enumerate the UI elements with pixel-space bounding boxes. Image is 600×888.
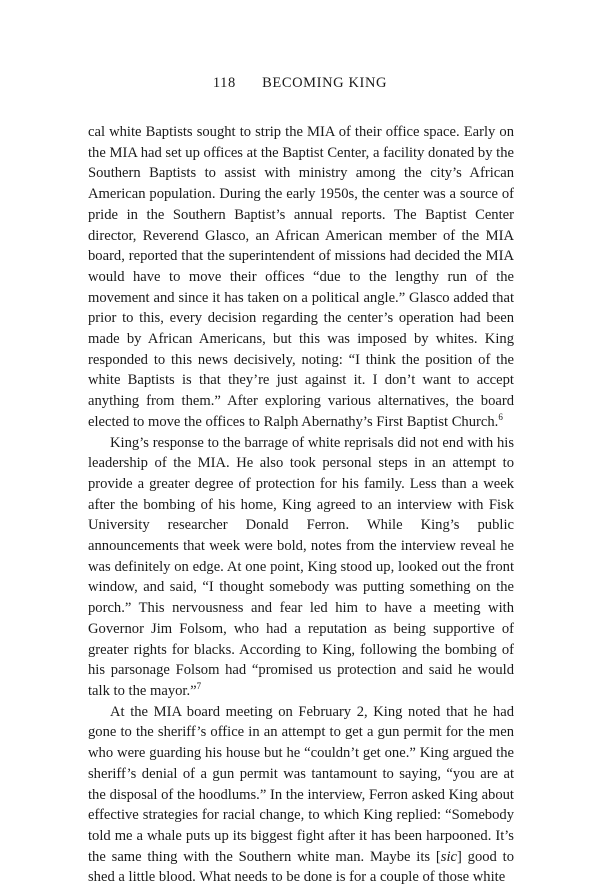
body-text [88,122,514,888]
footnote-marker: 7 [196,681,202,692]
paragraph [88,702,514,888]
page-number: 118 [212,75,236,91]
paragraph-text: ] good to shed a little blood. What needs to be done is for a couple of those white [88,848,515,886]
paragraph-text: At the MIA board meeting on February 2, King noted that he had gone to the sheriff’s office in an attempt to get a gun permit for the men who were guarding his house but he “couldn’t get one.” King argued the sheriff’s denial of a gun permit was tantamount to saying, “you are at the disposal of the hoodlums.” In the interview, Ferron asked King about effective strategies for racial change, to which King replied: “Somebody told me a whale puts up its biggest fight after it has been harpooned. It’s the same thing with the Southern white man. Maybe its [ [88,703,514,865]
paragraph [88,433,514,702]
book-title: BECOMING KING [262,75,388,91]
paragraph [88,122,514,433]
italic-text: sic [440,848,457,865]
footnote-marker: 6 [498,411,503,422]
paragraph-text: cal white Baptists sought to strip the MIA of their office space. Early on the MIA had set up offices at the Baptist Center, a facility donated by the Southern Baptists to assist with ministry among the city’s African American population. During the early 1950s, the center was a source of pride in the Southern Baptist’s annual reports. The Baptist Center director, Reverend Glasco, an African American member of the MIA board, reported that the superintendent of missions had decided the MIA would have to move their offices “due to the lengthy run of the movement and since it has taken on a political angle.” Glasco added that prior to this, every decision regarding the center’s operation had been made by African Americans, but this was imposed by whites. King responded to this news decisively, noting: “I think the position of the white Baptists is that they’re just against it. I don’t want to accept anything from them.” After exploring various alternatives, the board elected to move the offices to Ralph Abernathy’s First Baptist Church. [88,124,514,430]
paragraph-text: King’s response to the barrage of white reprisals did not end with his leadership of the MIA. He also took personal steps in an attempt to provide a greater degree of protection for his family. Less than a week after the bombing of his home, King agreed to an interview with Fisk University researcher Donald Ferron. While King’s public announcements that week were bold, notes from the interview reveal he was definitely on edge. At one point, King stood up, looked out the front window, and said, “I thought somebody was putting something on the porch.” This nervousness and fear led him to have a meeting with Governor Jim Folsom, who had a reputation as being supportive of greater rights for blacks. According to King, following the bombing of his parsonage Folsom had “promised us protection and said he would talk to the mayor.” [88,434,514,699]
running-head [0,74,600,92]
